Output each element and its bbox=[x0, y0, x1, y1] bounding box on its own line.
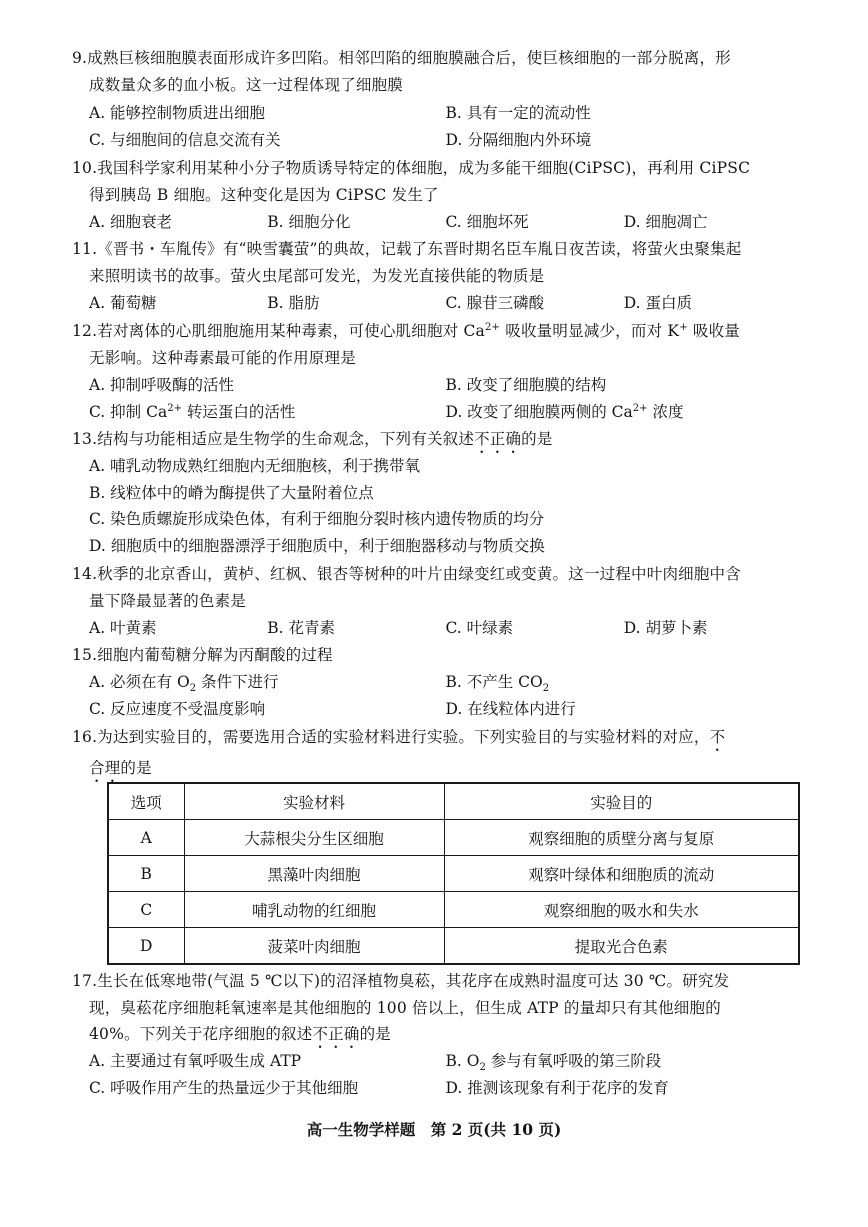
page-footer: 高一生物学样题 第 2 页(共 10 页) bbox=[306, 1120, 562, 1139]
option-d: D. 细胞凋亡 bbox=[623, 213, 708, 231]
table-row bbox=[108, 820, 799, 856]
question-10-stem bbox=[72, 155, 802, 208]
question-17-options bbox=[89, 1048, 802, 1101]
option-b: B. 不产生 $CO_2$ bbox=[445, 673, 550, 695]
option-a: A. 叶黄素 bbox=[89, 619, 157, 637]
question-line: 成数量众多的血小板。这一过程体现了细胞膜 bbox=[89, 75, 404, 94]
option-d: D. 分隔细胞内外环境 bbox=[445, 130, 592, 149]
table-row bbox=[108, 928, 799, 965]
table-header: 实验材料 bbox=[184, 783, 444, 820]
table-cell: 观察细胞的吸水和失水 bbox=[444, 892, 799, 928]
option-d: D. 改变了细胞膜两侧的 $Ca^{2+}$ 浓度 bbox=[445, 402, 684, 421]
question-line: 无影响。这种毒素最可能的作用原理是 bbox=[89, 348, 356, 367]
option-c: C. 与细胞间的信息交流有关 bbox=[89, 130, 281, 149]
question-line: 40%。下列关于花序细胞的叙述不正确的是 bbox=[89, 1025, 391, 1043]
question-line: 14.秋季的北京香山，黄栌、红枫、银杏等树种的叶片由绿变红或变黄。这一过程中叶肉细胞中含 bbox=[72, 565, 741, 583]
table-cell: 观察细胞的质壁分离与复原 bbox=[444, 820, 799, 856]
option-c: C. 叶绿素 bbox=[445, 619, 514, 637]
table-cell: 大蒜根尖分生区细胞 bbox=[184, 820, 444, 856]
table-cell: 哺乳动物的红细胞 bbox=[184, 892, 444, 928]
experiment-table bbox=[107, 782, 800, 965]
table-row bbox=[108, 856, 799, 892]
option-d: D. 细胞质中的细胞器漂浮于细胞质中，利于细胞器移动与物质交换 bbox=[89, 536, 545, 555]
table-cell: A bbox=[108, 820, 184, 856]
question-line: 13.结构与功能相适应是生物学的生命观念，下列有关叙述不正确的是 bbox=[72, 430, 553, 448]
option-b: B. $O_2$ 参与有氧呼吸的第三阶段 bbox=[445, 1052, 662, 1074]
table-cell: B bbox=[108, 856, 184, 892]
question-line: 来照明读书的故事。萤火虫尾部可发光，为发光直接供能的物质是 bbox=[89, 266, 545, 285]
question-line: 10.我国科学家利用某种小分子物质诱导特定的体细胞，成为多能干细胞(CiPSC)，再利用 CiPSC bbox=[72, 159, 751, 177]
option-c: C. 腺苷三磷酸 bbox=[445, 294, 545, 312]
question-line: 12.若对离体的心肌细胞施用某种毒素，可使心肌细胞对 $Ca^{2+}$ 吸收量明显减少，而对 K+ 吸收量 bbox=[72, 321, 741, 340]
option-d: D. 胡萝卜素 bbox=[623, 619, 708, 637]
table-cell: D bbox=[108, 928, 184, 965]
option-c: C. 呼吸作用产生的热量远少于其他细胞 bbox=[89, 1078, 359, 1097]
option-b: B. 线粒体中的嵴为酶提供了大量附着位点 bbox=[89, 483, 374, 502]
option-b: B. 改变了细胞膜的结构 bbox=[445, 376, 607, 394]
option-b: B. 具有一定的流动性 bbox=[445, 104, 591, 122]
question-16-stem bbox=[72, 724, 802, 786]
question-line: 16.为达到实验目的，需要选用合适的实验材料进行实验。下列实验目的与实验材料的对应，不 bbox=[72, 728, 726, 746]
table-cell: 菠菜叶肉细胞 bbox=[184, 928, 444, 965]
option-a: A. 葡萄糖 bbox=[89, 294, 157, 312]
table-row bbox=[108, 892, 799, 928]
table-cell: 提取光合色素 bbox=[444, 928, 799, 965]
option-b: B. 脂肪 bbox=[267, 294, 320, 312]
question-12-options bbox=[89, 372, 802, 425]
table-cell: 观察叶绿体和细胞质的流动 bbox=[444, 856, 799, 892]
option-a: A. 主要通过有氧呼吸生成 ATP bbox=[89, 1052, 302, 1070]
question-9-stem bbox=[72, 45, 802, 98]
table-header: 实验目的 bbox=[444, 783, 799, 820]
option-d: D. 蛋白质 bbox=[623, 294, 692, 312]
question-14-options bbox=[89, 615, 802, 642]
question-9-options bbox=[89, 100, 802, 153]
table-cell: C bbox=[108, 892, 184, 928]
option-c: C. 反应速度不受温度影响 bbox=[89, 699, 266, 718]
table-header-row bbox=[108, 783, 799, 820]
question-line: 11.《晋书・车胤传》有“映雪囊萤”的典故，记载了东晋时期名臣车胤日夜苦读，将萤火虫聚集起 bbox=[72, 240, 742, 258]
option-d: D. 在线粒体内进行 bbox=[445, 699, 576, 718]
option-c: C. 抑制 $Ca^{2+}$ 转运蛋白的活性 bbox=[89, 402, 296, 421]
question-line: 现，臭菘花序细胞耗氧速率是其他细胞的 100 倍以上，但生成 ATP 的量却只有其他细胞的 bbox=[89, 998, 721, 1017]
question-14-stem bbox=[72, 561, 802, 614]
option-a: A. 细胞衰老 bbox=[89, 213, 173, 231]
question-line: 得到胰岛 B 细胞。这种变化是因为 CiPSC 发生了 bbox=[89, 185, 439, 204]
option-b: B. 花青素 bbox=[267, 619, 335, 637]
option-c: C. 细胞坏死 bbox=[445, 213, 529, 231]
question-line: 量下降最显著的色素是 bbox=[89, 591, 247, 610]
question-15-options bbox=[89, 669, 802, 722]
question-line: 合理的是 bbox=[89, 759, 152, 777]
question-12-stem bbox=[72, 318, 802, 371]
question-13-options bbox=[89, 453, 802, 559]
option-c: C. 染色质螺旋形成染色体，有利于细胞分裂时核内遗传物质的均分 bbox=[89, 510, 545, 528]
option-a: A. 抑制呼吸酶的活性 bbox=[89, 376, 235, 394]
option-d: D. 推测该现象有利于花序的发育 bbox=[445, 1078, 669, 1097]
table-header: 选项 bbox=[108, 783, 184, 820]
question-line: 9.成熟巨核细胞膜表面形成许多凹陷。相邻凹陷的细胞膜融合后，使巨核细胞的一部分脱离，形 bbox=[72, 49, 731, 67]
option-a: A. 能够控制物质进出细胞 bbox=[89, 104, 266, 122]
question-line: 17.生长在低寒地带(气温 5 ℃以下)的沼泽植物臭菘，其花序在成熟时温度可达 30 ℃。研究发 bbox=[72, 972, 730, 990]
table-cell: 黑藻叶肉细胞 bbox=[184, 856, 444, 892]
question-11-options bbox=[89, 290, 802, 317]
question-line: 15.细胞内葡萄糖分解为丙酮酸的过程 bbox=[72, 646, 333, 664]
question-15-stem bbox=[72, 642, 802, 669]
question-17-stem bbox=[72, 968, 802, 1052]
option-b: B. 细胞分化 bbox=[267, 213, 351, 231]
option-a: A. 必须在有 $O_2$ 条件下进行 bbox=[89, 673, 279, 695]
question-11-stem bbox=[72, 236, 802, 289]
option-a: A. 哺乳动物成熟红细胞内无细胞核，利于携带氧 bbox=[89, 457, 421, 475]
question-10-options bbox=[89, 209, 802, 236]
